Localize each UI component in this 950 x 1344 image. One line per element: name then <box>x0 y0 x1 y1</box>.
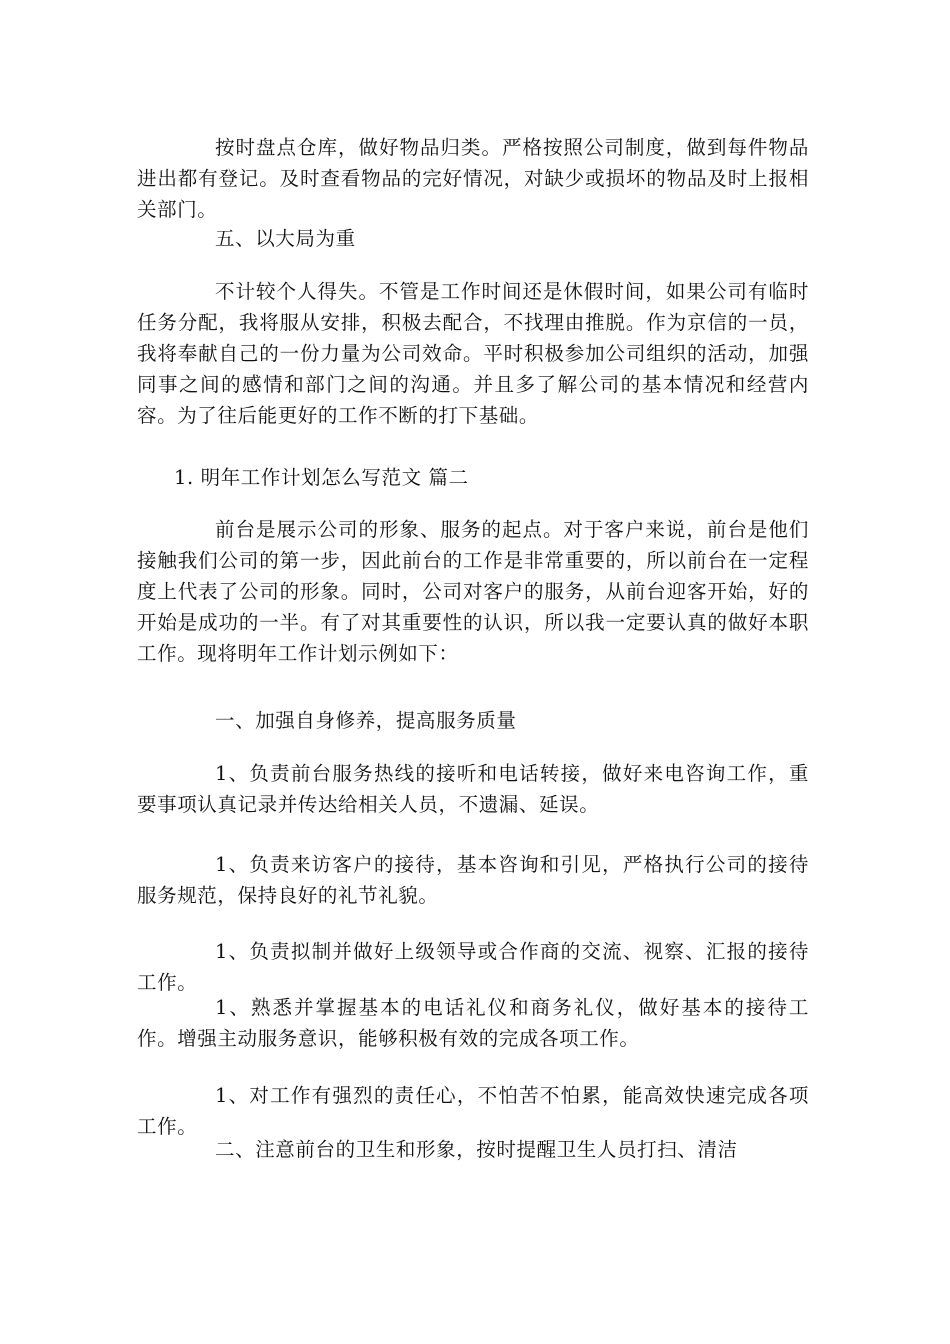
article-heading-part-two: 1. 明年工作计划怎么写范文 篇二 <box>174 466 469 489</box>
paragraph-personal-gain: 不计较个人得失。不管是工作时间还是休假时间，如果公司有临时任务分配，我将服从安排，积极去配合，不找理由推脱。作为京信的一员，我将奉献自己的一份力量为公司效命。平时积极参加公司组织的活动，加强同事之间的感情和部门之间的沟通。并且多了解公司的基本情况和经营内容。为了往后能更好的工作不断的打下基础。 <box>137 280 809 427</box>
list-item-hotline: 1、负责前台服务热线的接听和电话转接，做好来电咨询工作，重要事项认真记录并传达给相关人员，不遗漏、延误。 <box>137 762 809 816</box>
list-item-responsibility: 1、对工作有强烈的责任心，不怕苦不怕累，能高效快速完成各项工作。 <box>137 1084 809 1138</box>
section-heading-hygiene: 二、注意前台的卫生和形象，按时提醒卫生人员打扫、清洁 <box>215 1138 738 1161</box>
list-item-etiquette: 1、熟悉并掌握基本的电话礼仪和商务礼仪，做好基本的接待工作。增强主动服务意识，能够积极有效的完成各项工作。 <box>137 996 809 1050</box>
section-heading-big-picture: 五、以大局为重 <box>215 227 356 250</box>
list-item-leader-reception: 1、负责拟制并做好上级领导或合作商的交流、视察、汇报的接待工作。 <box>137 940 809 994</box>
paragraph-inventory: 按时盘点仓库，做好物品归类。严格按照公司制度，做到每件物品进出都有登记。及时查看物品的完好情况，对缺少或损坏的物品及时上报相关部门。 <box>137 136 809 221</box>
paragraph-reception-intro: 前台是展示公司的形象、服务的起点。对于客户来说，前台是他们接触我们公司的第一步，因此前台的工作是非常重要的，所以前台在一定程度上代表了公司的形象。同时，公司对客户的服务，从前台迎客开始，好的开始是成功的一半。有了对其重要性的认识，所以我一定要认真的做好本职工作。现将明年工作计划示例如下： <box>137 518 809 665</box>
section-heading-self-cultivation: 一、加强自身修养，提高服务质量 <box>215 709 517 732</box>
list-item-visitor-reception: 1、负责来访客户的接待，基本咨询和引见，严格执行公司的接待服务规范，保持良好的礼节礼貌。 <box>137 853 809 907</box>
